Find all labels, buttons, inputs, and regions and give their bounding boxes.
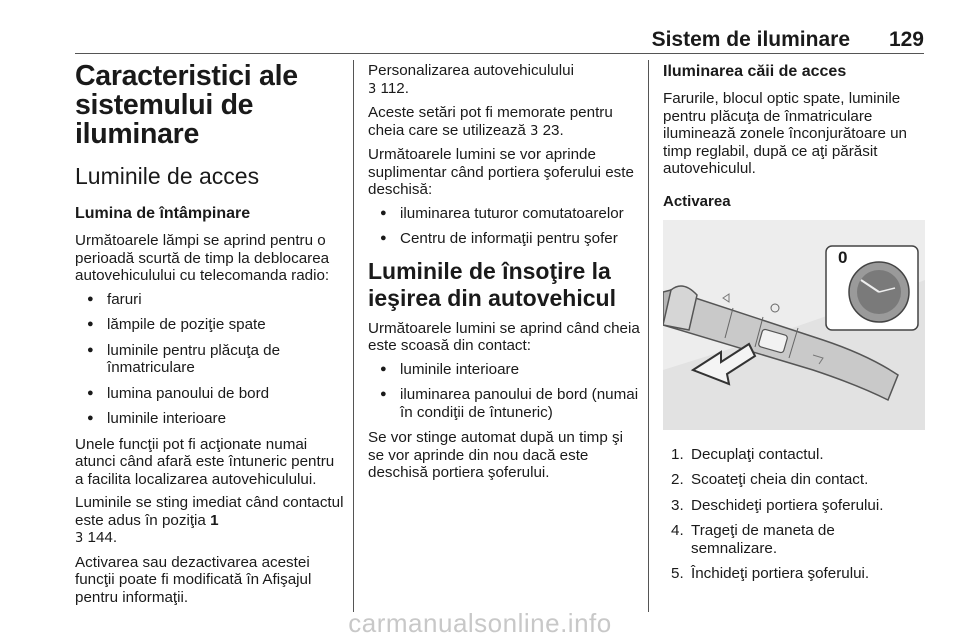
step-item (663, 471, 925, 489)
bullet-list (75, 291, 345, 428)
list-item: ● Centru de informaţii pentru şofer (368, 230, 640, 248)
step-text: Trageţi de maneta de semnalizare. (691, 522, 835, 557)
paragraph: Farurile, blocul optic spate, luminile pentru plăcuţa de înmatriculare iluminează zonele înconjurătoare un timp reglabil, după ce aţi părăsit autovehiculul. (663, 90, 908, 177)
numbered-steps (663, 446, 925, 583)
step-item (663, 522, 925, 557)
bullet-list (368, 205, 640, 248)
list-item: ● luminile pentru plăcuţa de înmatriculare (75, 342, 345, 377)
running-header-title: Sistem de iluminare (651, 28, 850, 51)
step-item (663, 497, 925, 515)
paragraph-text: Luminile se sting imediat când contactul este adus în poziţia (75, 494, 344, 529)
subsection-heading-welcome-light: Lumina de întâmpinare (75, 205, 251, 222)
column-divider-1 (353, 60, 354, 612)
paragraph: Următoarele lămpi se aprind pentru o perioadă scurtă de timp la deblocarea autovehiculului cu telecomanda radio: (75, 232, 330, 284)
page-reference-icon: 3 (530, 123, 539, 139)
column-divider-2 (648, 60, 649, 612)
step-item (663, 446, 925, 464)
ignition-position: 1 (210, 511, 219, 529)
list-item: ● faruri (75, 291, 345, 309)
page-number: 129 (888, 28, 924, 51)
paragraph: Unele funcţii pot fi acţionate numai atunci când afară este întuneric pentru a facilita localizarea autovehiculului. (75, 435, 335, 488)
list-item: ● iluminarea panoului de bord (numai în condiţii de întuneric) (368, 386, 640, 421)
step-number: 5. (671, 565, 684, 582)
list-item: ● lumina panoului de bord (75, 385, 345, 403)
watermark: carmanualsonline.info (348, 608, 612, 638)
section-heading-follow-me-home: Luminile de însoţire la ieşirea din autovehicul (368, 257, 616, 311)
page-reference[interactable]: 23. (542, 121, 564, 139)
subheading-activation: Activarea (663, 192, 731, 210)
paragraph-text: Personalizarea autovehiculului (368, 62, 575, 79)
paragraph: Următoarele lumini se vor aprinde suplimentar când portiera şoferului este deschisă: (368, 146, 634, 198)
paragraph: Activarea sau dezactivarea acestei funcţii poate fi modificată în Afişajul pentru informaţii. (75, 553, 312, 606)
step-text: Decuplaţi contactul. (691, 445, 824, 463)
list-item: ● luminile interioare (368, 361, 640, 379)
step-text: Închideţi portiera şoferului. (691, 565, 870, 582)
paragraph (368, 62, 640, 98)
paragraph (368, 104, 640, 140)
list-item: ● iluminarea tuturor comutatoarelor (368, 205, 640, 223)
list-item: ● lămpile de poziţie spate (75, 316, 345, 334)
header-divider (75, 53, 924, 54)
step-number: 2. (671, 471, 684, 488)
column-2 (368, 62, 640, 488)
step-number: 1. (671, 445, 684, 463)
bullet-list (368, 361, 640, 422)
column-1 (75, 62, 345, 612)
paragraph-text: Aceste setări pot fi memorate pentru cheia care se utilizează (368, 104, 613, 139)
page-reference[interactable]: 144. (87, 529, 118, 546)
switch-position-label: 0 (838, 247, 848, 267)
chapter-title: Caracteristici ale sistemului de iluminare (75, 60, 298, 150)
step-item (663, 565, 925, 583)
paragraph (75, 494, 345, 548)
page-reference-icon: 3 (368, 81, 377, 97)
step-text: Scoateţi cheia din contact. (691, 471, 869, 488)
illustration-turn-signal-stalk (663, 220, 925, 430)
section-heading-access-lights: Luminile de acces (75, 163, 260, 189)
page-reference-icon: 3 (75, 531, 84, 546)
paragraph: Se vor stinge automat după un timp şi se vor aprinde din nou dacă este deschisă portiera şoferului. (368, 429, 623, 481)
subsection-heading-path-lighting: Iluminarea căii de acces (663, 63, 847, 80)
step-text: Deschideţi portiera şoferului. (691, 496, 884, 514)
paragraph: Următoarele lumini se aprind când cheia este scoasă din contact: (368, 319, 640, 354)
list-item: ● luminile interioare (75, 410, 345, 428)
step-number: 4. (671, 522, 684, 539)
stalk-drawing (663, 220, 925, 430)
column-3 (663, 62, 925, 591)
page-reference[interactable]: 112. (380, 79, 409, 97)
step-number: 3. (671, 496, 684, 514)
